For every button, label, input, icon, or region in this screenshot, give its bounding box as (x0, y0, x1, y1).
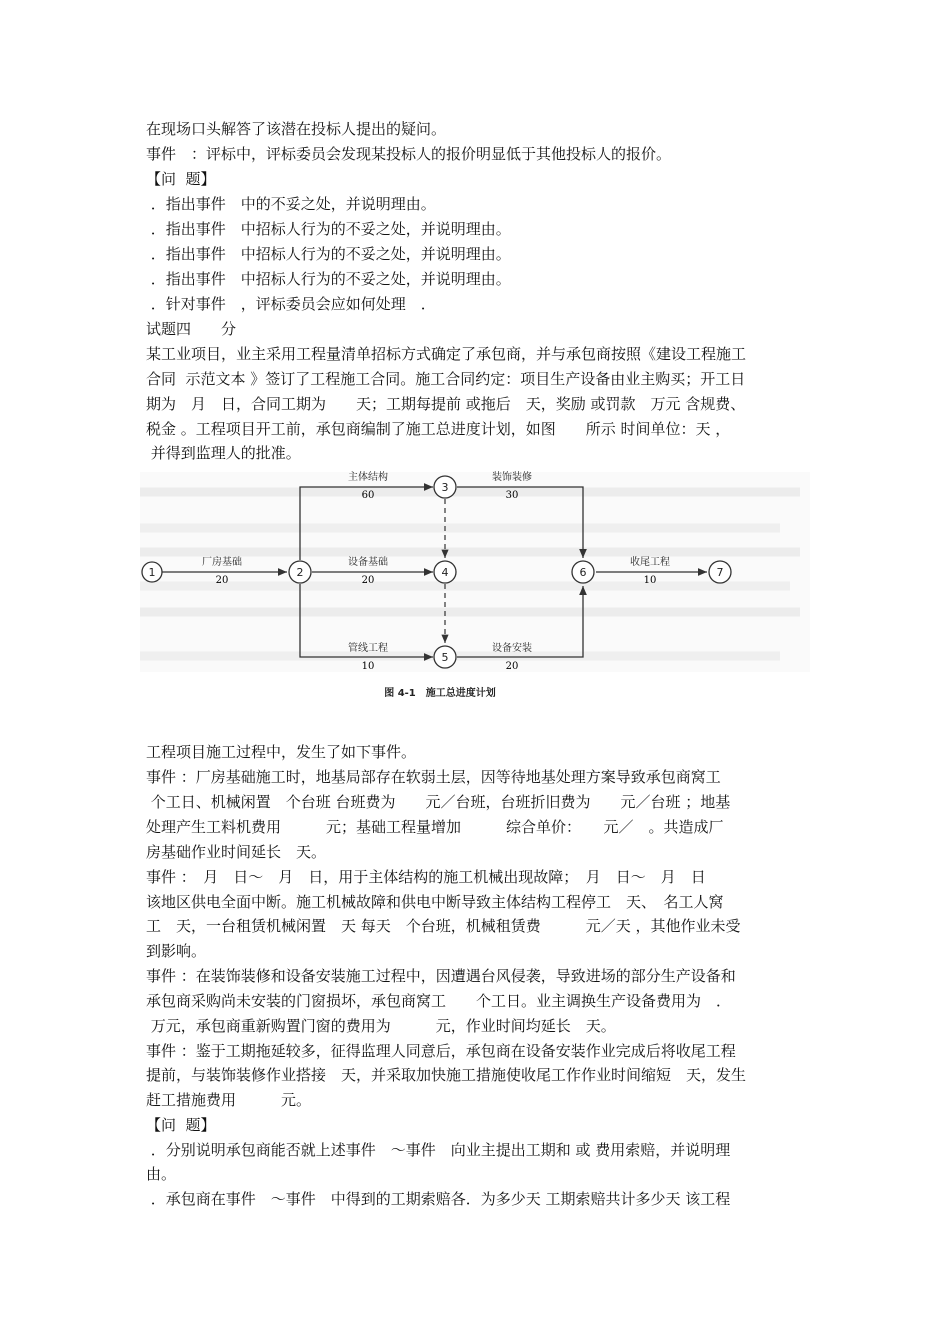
text-line: 合同 示范文本 》签订了工程施工合同。施工合同约定：项目生产设备由业主购买；开工日 (146, 370, 746, 388)
activity-name: 管线工程 (348, 643, 388, 654)
network-diagram-svg (140, 462, 810, 710)
activity-duration: 20 (361, 575, 375, 586)
activity-duration: 60 (361, 490, 375, 501)
svg-text:5: 5 (441, 651, 449, 664)
activity-duration: 30 (505, 490, 519, 501)
svg-text:6: 6 (579, 566, 587, 579)
event-text: 事件 ： 月 日～ 月 日，用于主体结构的施工机械出现故障； 月 日～ 月 日 (146, 868, 706, 886)
event-text: 该地区供电全面中断。施工机械故障和供电中断导致主体结构工程停工 天、 名工人窝 (146, 893, 724, 911)
question-item: ．针对事件 ，评标委员会应如何处理 ． (146, 295, 436, 313)
event-text: 到影响。 (146, 942, 207, 960)
event-text: 事件 ：在装饰装修和设备安装施工过程中，因遭遇台风侵袭，导致进场的部分生产设备和 (146, 967, 736, 985)
text-line: 在现场口头解答了该潜在投标人提出的疑问。 (146, 120, 447, 138)
node-4 (434, 561, 456, 583)
svg-text:1: 1 (148, 566, 156, 579)
node-3 (434, 476, 456, 498)
event-text: 工 天，一台租赁机械闲置 天 每天 个台班，机械租赁费 元／天 ，其他作业未受 (146, 917, 741, 935)
event-text: 提前，与装饰装修作业搭接 天，并采取加快施工措施使收尾工作作业时间缩短 天，发生 (146, 1066, 747, 1084)
activity-name: 装饰装修 (492, 472, 532, 483)
activity-duration: 10 (361, 661, 375, 672)
figure-caption: 图 4-1 施工总进度计划 (384, 688, 496, 699)
node-7 (709, 561, 731, 583)
question-item: ．分别说明承包商能否就上述事件 ～事件 向业主提出工期和 或 费用索赔，并说明理 (146, 1141, 731, 1159)
question-item: ．指出事件 中的不妥之处，并说明理由。 (146, 195, 436, 213)
svg-text:7: 7 (716, 566, 724, 579)
question-item: ．承包商在事件 ～事件 中得到的工期索赔各．为多少天 工期索赔共计多少天 该工程 (146, 1190, 731, 1208)
network-diagram (140, 462, 810, 710)
event-text: 房基础作业时间延长 天。 (146, 843, 327, 861)
question-item: 由。 (146, 1165, 177, 1183)
activity-name: 主体结构 (348, 472, 388, 483)
question-item: ．指出事件 中招标人行为的不妥之处，并说明理由。 (146, 220, 511, 238)
event-text: 事件 ：厂房基础施工时，地基局部存在软弱土层，因等待地基处理方案导致承包商窝工 (146, 768, 721, 786)
event-text: 处理产生工料机费用 元；基础工程量增加 综合单价： 元／ 。共造成厂 (146, 818, 724, 836)
activity-name: 设备基础 (348, 557, 388, 568)
section-heading: 【问 题】 (146, 1116, 216, 1134)
text-line: 某工业项目，业主采用工程量清单招标方式确定了承包商，并与承包商按照《建设工程施工 (146, 345, 747, 363)
activity-name: 设备安装 (492, 643, 532, 654)
node-1 (142, 562, 162, 582)
section-heading: 【问 题】 (146, 170, 216, 188)
svg-text:2: 2 (296, 566, 304, 579)
svg-text:4: 4 (441, 566, 449, 579)
activity-name: 厂房基础 (202, 557, 242, 568)
text-line: 税金 。工程项目开工前，承包商编制了施工总进度计划，如图 所示 时间单位：天 ， (146, 420, 731, 438)
event-text: 万元，承包商重新购置门窗的费用为 元，作业时间均延长 天。 (146, 1017, 616, 1035)
text-line: 并得到监理人的批准。 (146, 444, 301, 462)
text-line: 事件 ：评标中，评标委员会发现某投标人的报价明显低于其他投标人的报价。 (146, 145, 672, 163)
question-item: ．指出事件 中招标人行为的不妥之处，并说明理由。 (146, 245, 511, 263)
text-line: 工程项目施工过程中，发生了如下事件。 (146, 743, 417, 761)
event-text: 个工日、机械闲置 个台班 台班费为 元／台班，台班折旧费为 元／台班 ；地基 (146, 793, 731, 811)
event-text: 承包商采购尚未安装的门窗损坏，承包商窝工 个工日。业主调换生产设备费用为 ． (146, 992, 732, 1010)
node-6 (572, 561, 594, 583)
activity-duration: 20 (215, 575, 229, 586)
activity-duration: 20 (505, 661, 519, 672)
question-item: ．指出事件 中招标人行为的不妥之处，并说明理由。 (146, 270, 511, 288)
node-2 (289, 561, 311, 583)
event-text: 赶工措施费用 元。 (146, 1091, 312, 1109)
problem-title: 试题四 分 (146, 320, 237, 338)
text-line: 期为 月 日，合同工期为 天；工期每提前 或拖后 天，奖励 或罚款 万元 含规费、 (146, 395, 746, 413)
node-5 (434, 646, 456, 668)
activity-duration: 10 (643, 575, 657, 586)
svg-text:3: 3 (441, 481, 449, 494)
event-text: 事件 ：鉴于工期拖延较多，征得监理人同意后，承包商在设备安装作业完成后将收尾工程 (146, 1042, 736, 1060)
activity-name: 收尾工程 (630, 557, 670, 568)
